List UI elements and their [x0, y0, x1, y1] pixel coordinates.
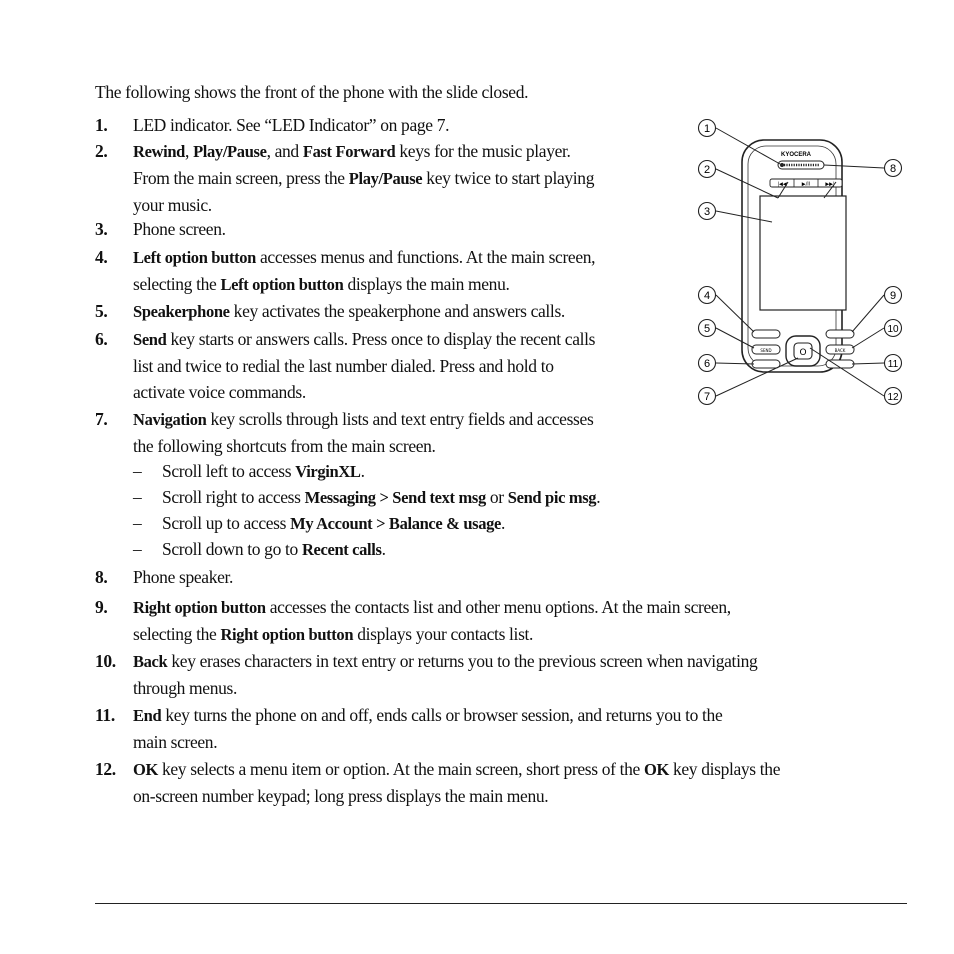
item-line [133, 353, 595, 379]
dash-bullet: – [133, 487, 142, 507]
svg-text:5: 5 [703, 323, 711, 335]
item-number: 9. [95, 597, 108, 617]
text-run: key scrolls through lists and text entry fields and accesses [206, 409, 594, 429]
send-key [752, 360, 780, 368]
svg-text:8: 8 [889, 163, 897, 175]
svg-text:3: 3 [703, 206, 711, 218]
text-run: key selects a menu item or option. At the main screen, short press of the [157, 759, 644, 779]
text-run: key twice to start playing [422, 168, 595, 188]
item-line [133, 298, 565, 325]
item-line [133, 756, 780, 783]
text-run: selecting the [133, 624, 221, 644]
text-run: on-screen number keypad; long press displays the main menu. [133, 786, 549, 806]
text-run: main screen. [133, 732, 218, 752]
svg-text:11: 11 [887, 359, 899, 370]
item-number: 1. [95, 115, 108, 135]
text-run: Scroll up to access [162, 513, 291, 533]
text-run: key displays the [668, 759, 781, 779]
text-run: key activates the speakerphone and answers calls. [229, 301, 565, 321]
text-run: . [360, 461, 365, 481]
item-number: 2. [95, 141, 108, 161]
item-number: 7. [95, 409, 108, 429]
item-line [133, 564, 233, 590]
text-run: key erases characters in text entry or returns you to the previous screen when navigating [167, 651, 758, 671]
svg-text:9: 9 [889, 290, 897, 302]
text-run: LED indicator. See “LED Indicator” on page 7. [133, 115, 450, 135]
text-run: Scroll right to access [162, 487, 305, 507]
text-run: Scroll left to access [162, 461, 296, 481]
svg-text:BACK: BACK [834, 348, 846, 353]
item-number: 3. [95, 219, 108, 239]
key-name: Left option button [133, 248, 256, 267]
svg-text:7: 7 [703, 391, 711, 403]
text-run: accesses the contacts list and other menu options. At the main screen, [265, 597, 731, 617]
key-name: Left option button [220, 275, 344, 294]
svg-text:6: 6 [703, 358, 711, 370]
callout-3 [699, 203, 716, 220]
item-text [133, 298, 565, 325]
item-text [133, 216, 226, 242]
text-run: . [596, 487, 601, 507]
callout-1 [699, 120, 716, 137]
item-line [133, 406, 593, 433]
left-option-button [752, 330, 780, 338]
key-name: Navigation [133, 410, 207, 429]
key-name: Right option button [133, 598, 266, 617]
callout-12 [885, 388, 902, 405]
key-name: Send pic msg [507, 488, 597, 507]
shortcut-item [133, 484, 600, 511]
item-line [133, 729, 722, 755]
text-run: selecting the [133, 274, 221, 294]
text-run: displays the main menu. [343, 274, 510, 294]
item-line [133, 675, 757, 701]
item-line [133, 621, 731, 648]
key-name: Recent calls [301, 540, 382, 559]
item-text [133, 406, 593, 459]
shortcut-item [133, 536, 386, 563]
text-run: . [381, 539, 386, 559]
callout-5 [699, 320, 716, 337]
item-number: 6. [95, 329, 108, 349]
key-name: Rewind [133, 142, 185, 161]
item-number: 10. [95, 651, 116, 671]
text-run: key turns the phone on and off, ends calls or browser session, and returns you to the [161, 705, 723, 725]
intro-text: The following shows the front of the phone with the slide closed. [95, 82, 529, 102]
text-run: , and [266, 141, 303, 161]
item-text [133, 326, 595, 405]
key-name: OK [133, 760, 158, 779]
item-line [133, 138, 594, 165]
text-run: key starts or answers calls. Press once to display the recent calls [166, 329, 596, 349]
text-run: the following shortcuts from the main screen. [133, 436, 436, 456]
item-text [133, 594, 731, 648]
key-name: Speakerphone [133, 302, 230, 321]
phone-screen [760, 196, 846, 310]
callout-7 [699, 388, 716, 405]
callout-6 [699, 355, 716, 372]
svg-text:SEND: SEND [760, 348, 772, 353]
item-line [133, 379, 595, 405]
footer-rule [95, 903, 907, 904]
dash-bullet: – [133, 461, 142, 481]
item-line [133, 112, 449, 138]
item-number: 5. [95, 301, 108, 321]
item-line [133, 271, 595, 298]
svg-text:O: O [799, 348, 807, 358]
key-name: VirginXL [295, 462, 361, 481]
callout-8 [885, 160, 902, 177]
key-name: Back [133, 652, 168, 671]
item-line [133, 648, 757, 675]
item-number: 11. [95, 705, 115, 725]
text-run: Scroll down to go to [162, 539, 302, 559]
svg-text:10: 10 [887, 324, 899, 335]
callout-2 [699, 161, 716, 178]
led-indicator [780, 163, 784, 167]
item-line [133, 433, 593, 459]
text-run: through menus. [133, 678, 237, 698]
text-run: your music. [133, 195, 212, 215]
svg-text:|◀◀: |◀◀ [777, 181, 787, 188]
text-run: Phone screen. [133, 219, 226, 239]
item-number: 8. [95, 567, 108, 587]
key-name: My Account > Balance & usage [290, 514, 501, 533]
text-run: displays your contacts list. [353, 624, 534, 644]
brand-logo: KYOCERA [780, 152, 812, 158]
callout-11 [885, 355, 902, 372]
item-line [133, 326, 595, 353]
key-name: End [133, 706, 162, 725]
item-text [133, 564, 233, 590]
text-run: activate voice commands. [133, 382, 306, 402]
svg-text:▶▶|: ▶▶| [825, 181, 835, 188]
svg-text:12: 12 [887, 392, 899, 403]
text-run: keys for the music player. [395, 141, 571, 161]
key-name: Send [133, 330, 167, 349]
svg-text:1: 1 [703, 123, 711, 135]
text-run: . [501, 513, 506, 533]
dash-bullet: – [133, 539, 142, 559]
item-text [133, 112, 449, 138]
key-name: Messaging > Send text msg [304, 488, 486, 507]
key-name: Play/Pause [348, 169, 423, 188]
key-name: Play/Pause [193, 142, 267, 161]
item-line [133, 216, 226, 242]
item-text [133, 244, 595, 298]
item-number: 4. [95, 247, 108, 267]
text-run: list and twice to redial the last number dialed. Press and hold to [133, 356, 554, 376]
text-run: From the main screen, press the [133, 168, 349, 188]
item-text [133, 702, 722, 755]
key-name: Right option button [220, 625, 354, 644]
item-text [133, 648, 757, 701]
item-line [133, 702, 722, 729]
text-run: accesses menus and functions. At the main screen, [255, 247, 596, 267]
dash-bullet: – [133, 513, 142, 533]
text-run: , [185, 141, 194, 161]
item-number: 12. [95, 759, 116, 779]
callout-4 [699, 287, 716, 304]
callout-10 [885, 320, 902, 337]
item-line [133, 783, 780, 809]
key-name: Fast Forward [302, 142, 396, 161]
item-line [133, 244, 595, 271]
shortcut-item [133, 458, 365, 485]
right-option-button [826, 330, 854, 338]
item-line [133, 594, 731, 621]
svg-text:▶/II: ▶/II [801, 181, 811, 188]
text-run: or [485, 487, 508, 507]
item-line [133, 165, 594, 192]
item-line [133, 192, 594, 218]
text-run: Phone speaker. [133, 567, 234, 587]
callout-9 [885, 287, 902, 304]
svg-text:4: 4 [703, 290, 711, 302]
item-text [133, 138, 594, 218]
key-name: OK [643, 760, 669, 779]
shortcut-item [133, 510, 505, 537]
svg-text:2: 2 [703, 164, 711, 176]
item-text [133, 756, 780, 809]
phone-front-diagram [690, 112, 910, 412]
